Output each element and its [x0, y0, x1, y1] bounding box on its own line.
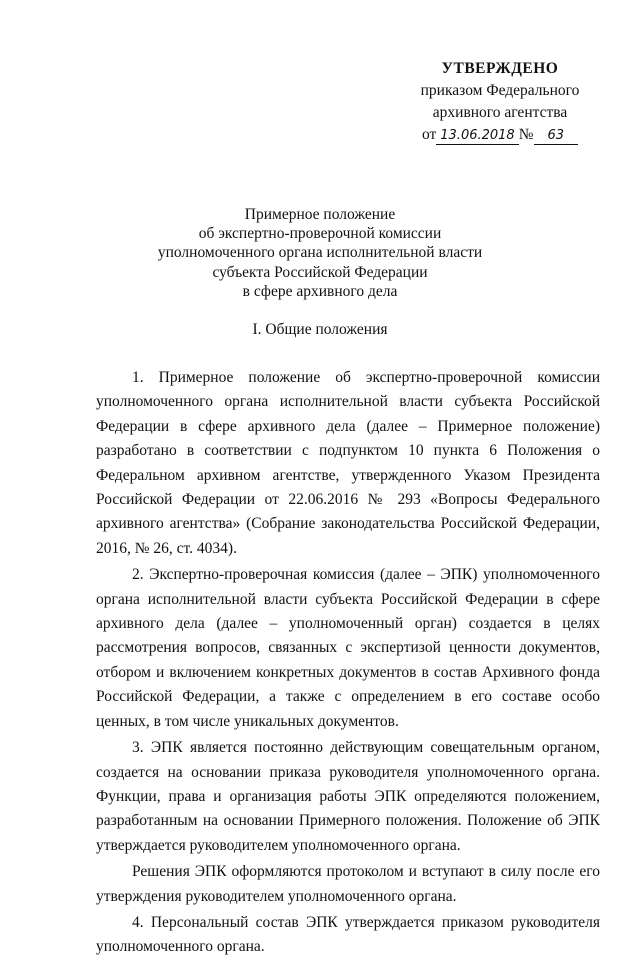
- paragraph: 3. ЭПК является постоянно действующим совещательным органом, создается на основании приказа руководителя уполномоченного органа. Функции, права и организация работы ЭПК определяются положением, разработанным на основании Примерного положения. Положение об ЭПК утверждается руководителем уполномоченного органа.: [96, 739, 600, 854]
- handwritten-number: 63: [534, 128, 579, 145]
- paragraph: 4. Персональный состав ЭПК утверждается приказом руководителя уполномоченного органа.: [96, 913, 600, 956]
- number-label: №: [518, 126, 534, 143]
- section-heading: I. Общие положения: [252, 321, 388, 338]
- approval-line-agency: архивного агентства: [432, 104, 568, 121]
- title-line: об экспертно-проверочной комиссии: [198, 225, 442, 243]
- approval-heading: УТВЕРЖДЕНО: [441, 60, 559, 77]
- title-line: Примерное положение: [244, 206, 396, 223]
- approval-stamp: [400, 58, 600, 146]
- approval-order-line: [400, 124, 600, 146]
- paragraph: Решения ЭПК оформляются протоколом и вступают в силу после его утверждения руководителем уполномоченного органа.: [96, 863, 600, 905]
- title-line: уполномоченного органа исполнительной власти: [157, 244, 483, 262]
- paragraph: 1. Примерное положение об экспертно-проверочной комиссии уполномоченного органа исполнительной власти субъекта Российской Федерации в сфере архивного дела (далее – Примерное положение) разработано в соответствии с подпунктом 10 пункта 6 Положения о Федеральном архивном агентстве, утвержденного Указом Президента Российской Федерации от 22.06.2016 № 293 «Вопросы Федерального архивного агентства» (Собрание законодательства Российской Федерации, 2016, № 26, ст. 4034).: [96, 369, 600, 557]
- handwritten-date: 13.06.2018: [436, 128, 518, 145]
- document-body: [96, 366, 600, 962]
- title-line: субъекта Российской Федерации: [212, 263, 428, 281]
- document-title: [0, 205, 640, 301]
- from-label: от: [421, 126, 437, 143]
- title-line: в сфере архивного дела: [242, 282, 398, 300]
- paragraph: 2. Экспертно-проверочная комиссия (далее – ЭПК) уполномоченного органа исполнительной власти субъекта Российской Федерации в сфере архивного дела (далее – уполномоченный орган) создается в целях рассмотрения вопросов, связанных с экспертизой ценности документов, отбором и включением конкретных документов в состав Архивного фонда Российской Федерации, а также с определением в его составе особо ценных, в том числе уникальных документов.: [96, 566, 600, 730]
- approval-line-order: приказом Федерального: [420, 82, 580, 99]
